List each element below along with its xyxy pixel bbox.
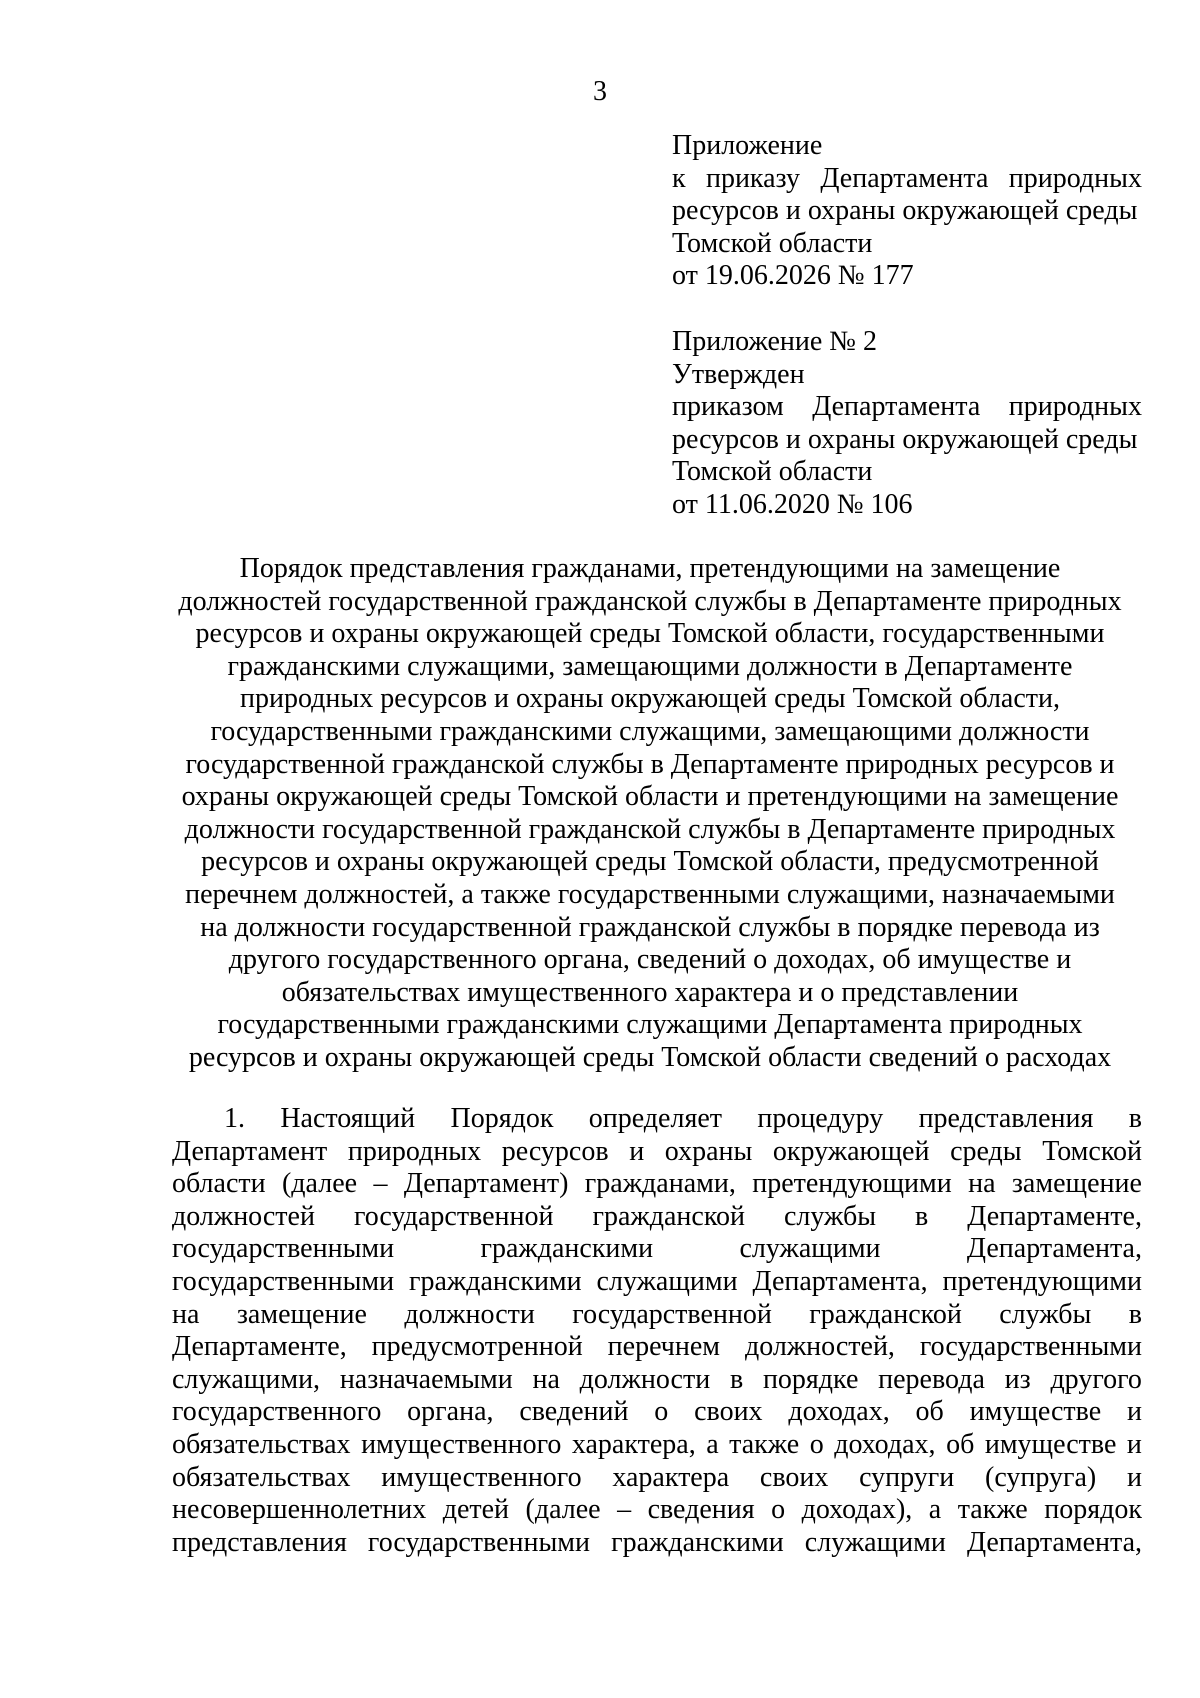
title-line: гражданскими служащими, замещающими должности в Департаменте: [227, 650, 1073, 682]
paragraph-line: обязательствах имущественного характера, а также о доходах, об имуществе и: [172, 1428, 1142, 1460]
title-line: ресурсов и охраны окружающей среды Томской области, государственными: [195, 618, 1105, 650]
approval-header-line: от 11.06.2020 № 106: [672, 488, 913, 520]
title-line: природных ресурсов и охраны окружающей среды Томской области,: [240, 683, 1060, 715]
title-line: обязательствах имущественного характера и о представлении: [281, 976, 1019, 1008]
title-line: государственной гражданской службы в Департаменте природных ресурсов и: [185, 748, 1115, 780]
paragraph-line: области (далее – Департамент) гражданами, претендующими на замещение: [172, 1168, 1142, 1200]
title-line: на должности государственной гражданской службы в порядке перевода из: [200, 911, 1100, 943]
title-line: должностей государственной гражданской службы в Департаменте природных: [178, 585, 1122, 617]
paragraph-line: государственными гражданскими служащими Департамента, претендующими: [172, 1265, 1142, 1297]
paragraph-line: Департамент природных ресурсов и охраны окружающей среды Томской: [172, 1135, 1142, 1167]
title-line: ресурсов и охраны окружающей среды Томской области, предусмотренной: [201, 846, 1099, 878]
approval-header-line: Томской области: [672, 456, 873, 488]
title-line: государственными гражданскими служащими, замещающими должности: [210, 715, 1090, 747]
approval-header-line: Утвержден: [672, 358, 805, 390]
title-line: Порядок представления гражданами, претендующими на замещение: [239, 553, 1061, 584]
page-number: 3: [593, 76, 607, 107]
paragraph-line: служащими, назначаемыми на должности в порядке перевода из другого: [172, 1363, 1142, 1395]
paragraph-line: несовершеннолетних детей (далее – сведения о доходах), а также порядок: [172, 1494, 1142, 1526]
document-title: [150, 553, 1150, 1075]
paragraph-line: 1. Настоящий Порядок определяет процедуру представления в: [224, 1103, 1142, 1134]
appendix-header-line: ресурсов и охраны окружающей среды: [672, 195, 1138, 227]
paragraph-1: [172, 1103, 1142, 1559]
appendix-header-line: Томской области: [672, 227, 873, 259]
title-line: другого государственного органа, сведений о доходах, об имуществе и: [228, 944, 1072, 976]
paragraph-line: обязательствах имущественного характера своих супруги (супруга) и: [172, 1461, 1142, 1493]
title-line: ресурсов и охраны окружающей среды Томской области сведений о расходах: [188, 1041, 1112, 1073]
paragraph-line: Департаменте, предусмотренной перечнем должностей, государственными: [172, 1331, 1142, 1363]
paragraph-line: представления государственными гражданскими служащими Департамента,: [172, 1526, 1142, 1558]
appendix-header: [672, 130, 1142, 293]
approval-header-line: Приложение № 2: [672, 326, 877, 357]
appendix-header-line: к приказу Департамента природных: [672, 162, 1142, 194]
title-line: должности государственной гражданской службы в Департаменте природных: [184, 813, 1116, 845]
title-line: охраны окружающей среды Томской области и претендующими на замещение: [181, 781, 1119, 813]
paragraph-line: государственными гражданскими служащими Департамента,: [172, 1233, 1142, 1265]
paragraph-line: должностей государственной гражданской службы в Департаменте,: [172, 1200, 1142, 1232]
title-line: государственными гражданскими служащими Департамента природных: [217, 1009, 1083, 1041]
approval-header: [672, 326, 1142, 522]
paragraph-line: государственного органа, сведений о своих доходах, об имуществе и: [172, 1396, 1142, 1428]
title-line: перечнем должностей, а также государственными служащими, назначаемыми: [185, 878, 1115, 910]
appendix-header-line: Приложение: [672, 130, 823, 161]
approval-header-line: ресурсов и охраны окружающей среды: [672, 423, 1138, 455]
appendix-header-line: от 19.06.2026 № 177: [672, 260, 914, 292]
approval-header-line: приказом Департамента природных: [672, 391, 1142, 423]
paragraph-line: на замещение должности государственной гражданской службы в: [172, 1298, 1142, 1330]
